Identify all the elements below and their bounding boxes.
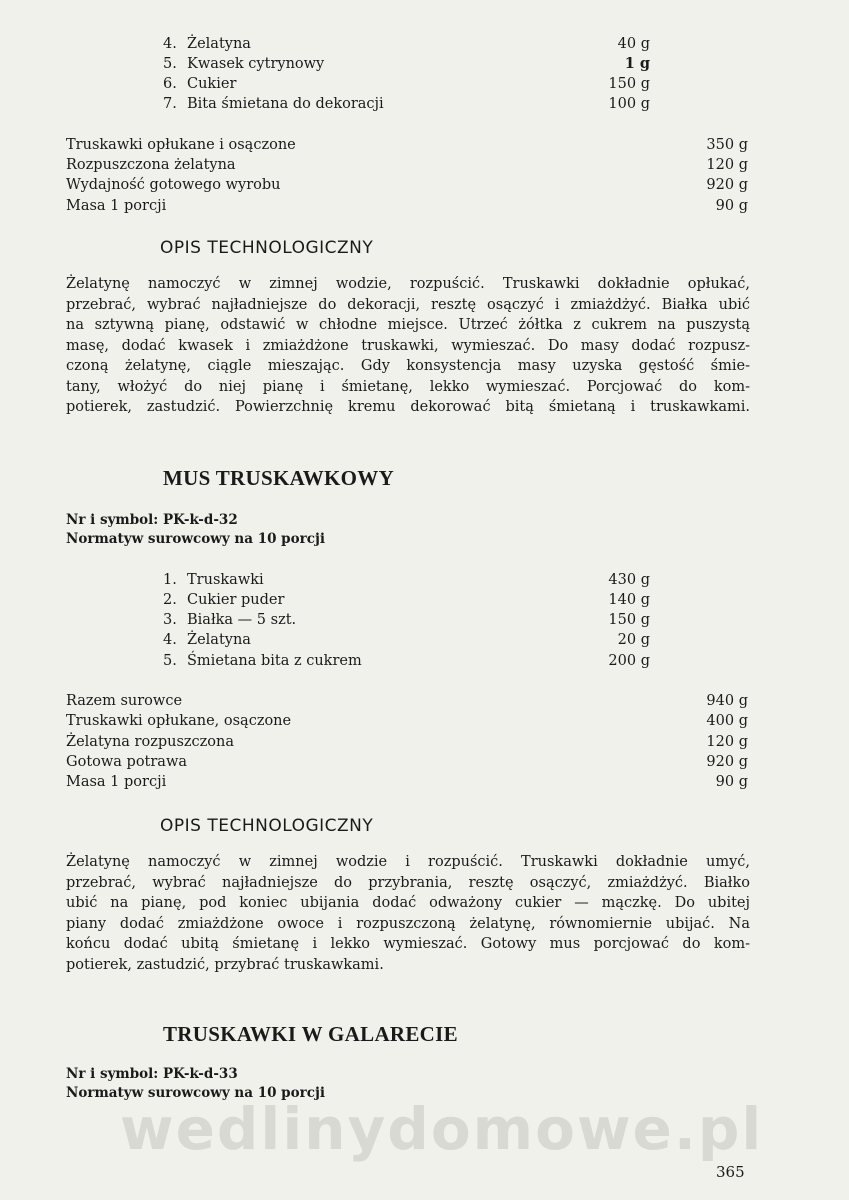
- paragraph-line: końcu dodać ubitą śmietanę i lekko wymieszać. Gotowy mus porcjować do kom-: [66, 936, 750, 952]
- ingredient-number: 5.: [163, 56, 177, 72]
- paragraph-line: przebrać, wybrać najładniejsze do przybrania, resztę osączyć, zmiażdżyć. Białko: [66, 874, 750, 891]
- ingredient-quantity: 200 g: [608, 653, 650, 669]
- summary-quantity: 400 g: [706, 713, 748, 729]
- paragraph-line: czoną żelatynę, ciągle mieszając. Gdy konsystencja masy uzyska gęstość śmie-: [66, 358, 750, 374]
- summary-label: Gotowa potrawa: [66, 754, 188, 770]
- ingredient-number: 3.: [163, 612, 177, 628]
- ingredient-number: 5.: [163, 653, 177, 669]
- paragraph-line: Żelatynę namoczyć w zimnej wodzie, rozpuścić. Truskawki dokładnie opłukać,: [66, 276, 750, 292]
- ingredient-quantity: 150 g: [608, 612, 650, 628]
- recipe-norm: Normatyw surowcowy na 10 porcji: [66, 1085, 325, 1101]
- summary-label: Żelatyna rozpuszczona: [66, 734, 235, 750]
- summary-quantity: 940 g: [706, 693, 748, 709]
- section-heading: OPIS TECHNOLOGICZNY: [160, 816, 374, 836]
- ingredient-quantity: 20 g: [617, 632, 650, 648]
- summary-quantity: 90 g: [715, 774, 748, 790]
- ingredient-name: Śmietana bita z cukrem: [187, 653, 362, 669]
- watermark: wedlinydomowe.pl: [120, 1095, 764, 1163]
- summary-label: Truskawki opłukane, osączone: [66, 713, 292, 729]
- summary-quantity: 120 g: [706, 734, 748, 750]
- paragraph-line: potierek, zastudzić, przybrać truskawkami.: [66, 956, 384, 973]
- ingredient-name: Bita śmietana do dekoracji: [187, 96, 384, 112]
- summary-quantity: 920 g: [706, 754, 748, 770]
- summary-label: Masa 1 porcji: [66, 774, 167, 790]
- summary-label: Razem surowce: [66, 693, 183, 709]
- recipe-symbol: Nr i symbol: PK-k-d-33: [66, 1066, 238, 1082]
- page-number: 365: [716, 1163, 745, 1181]
- ingredient-number: 7.: [163, 96, 177, 112]
- description-paragraph: [66, 274, 750, 418]
- ingredient-name: Truskawki: [187, 572, 264, 588]
- paragraph-line: masę, dodać kwasek i zmiażdżone truskawki, wymieszać. Do masy dodać rozpusz-: [66, 337, 750, 354]
- ingredient-quantity: 1 g: [624, 55, 650, 72]
- ingredient-name: Żelatyna: [187, 632, 251, 648]
- summary-quantity: 350 g: [706, 137, 748, 153]
- ingredient-quantity: 430 g: [608, 572, 650, 588]
- summary-label: Rozpuszczona żelatyna: [66, 157, 236, 173]
- paragraph-line: tany, włożyć do niej pianę i śmietanę, lekko wymieszać. Porcjować do kom-: [66, 378, 750, 395]
- paragraph-line: na sztywną pianę, odstawić w chłodne miejsce. Utrzeć żółtka z cukrem na puszystą: [66, 317, 750, 333]
- paragraph-line: piany dodać zmiażdżone owoce i rozpuszczoną żelatynę, równomiernie ubijać. Na: [66, 915, 750, 932]
- ingredient-name: Cukier puder: [187, 592, 285, 608]
- ingredient-name: Kwasek cytrynowy: [187, 56, 325, 72]
- description-paragraph: [66, 852, 750, 975]
- summary-quantity: 920 g: [706, 177, 748, 193]
- summary-label: Truskawki opłukane i osączone: [66, 137, 296, 153]
- section-heading: OPIS TECHNOLOGICZNY: [160, 238, 374, 258]
- paragraph-line: przebrać, wybrać najładniejsze do dekoracji, resztę osączyć i zmiażdżyć. Białka ubić: [66, 296, 750, 313]
- recipe-title: MUS TRUSKAWKOWY: [163, 466, 395, 490]
- ingredient-number: 6.: [163, 76, 177, 92]
- ingredient-name: Białka — 5 szt.: [187, 612, 297, 628]
- ingredient-name: Cukier: [187, 76, 237, 92]
- ingredient-quantity: 100 g: [608, 96, 650, 112]
- ingredient-quantity: 150 g: [608, 76, 650, 92]
- recipe-title: TRUSKAWKI W GALARECIE: [163, 1022, 458, 1046]
- ingredient-number: 4.: [163, 632, 177, 648]
- recipe-norm: Normatyw surowcowy na 10 porcji: [66, 531, 325, 547]
- summary-label: Wydajność gotowego wyrobu: [66, 177, 281, 193]
- paragraph-line: ubić na pianę, pod koniec ubijania dodać odważony cukier — mączkę. Do ubitej: [66, 895, 750, 911]
- ingredient-quantity: 40 g: [617, 36, 650, 52]
- summary-quantity: 90 g: [715, 198, 748, 214]
- summary-quantity: 120 g: [706, 157, 748, 173]
- ingredient-quantity: 140 g: [608, 592, 650, 608]
- paragraph-line: Żelatynę namoczyć w zimnej wodzie i rozpuścić. Truskawki dokładnie umyć,: [66, 854, 750, 870]
- ingredient-number: 1.: [163, 572, 177, 588]
- recipe-symbol: Nr i symbol: PK-k-d-32: [66, 512, 238, 528]
- summary-label: Masa 1 porcji: [66, 198, 167, 214]
- ingredient-name: Żelatyna: [187, 36, 251, 52]
- ingredient-number: 2.: [163, 592, 177, 608]
- ingredient-number: 4.: [163, 36, 177, 52]
- paragraph-line: potierek, zastudzić. Powierzchnię kremu dekorować bitą śmietaną i truskawkami.: [66, 399, 750, 415]
